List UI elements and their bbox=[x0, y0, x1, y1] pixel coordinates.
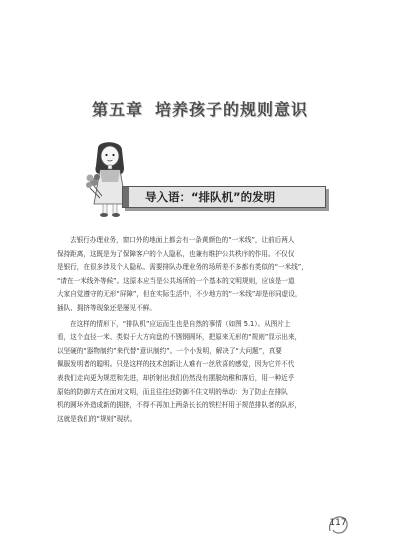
page-number-text: 117 bbox=[329, 518, 347, 528]
body-line: 大家自觉遵守的无形“屏障”，但在实际生活中，不少地方的“一米线”却是形同虚设， bbox=[57, 290, 302, 299]
body-text bbox=[57, 234, 347, 426]
chapter-title: 培养孩子的规则意识 bbox=[155, 100, 309, 119]
intro-heading: 导入语：“排队机”的发明 bbox=[145, 190, 276, 204]
body-line: 看，这个直径一米、类似于大方向盘的不锈钢圆环，把原来无形的“规则”显示出来， bbox=[57, 333, 302, 342]
body-line: 表我们走向更为规范和先进，却折射出我们仍然没有摆脱幼稚和落后，用一种近乎 bbox=[57, 373, 295, 382]
body-line: “请在一米线外等候”。这原本应当是公共场所的一个基本的文明规则，应该是一道 bbox=[57, 276, 295, 285]
body-line: 机的圆环外造成新的拥挤，不得不再加上两条长长的铁栏杆用于规范排队者的队形， bbox=[57, 401, 301, 410]
body-line: 插队、拥挤等现象还是屡见不鲜。 bbox=[57, 303, 156, 312]
body-line: 以坚硬的“器物制约”来代替“意识制约”。一个小发明，解决了“大问题”，真要 bbox=[57, 346, 282, 355]
body-line: 在这样的情形下，“排队机”应运而生也是自然的事情（如图 5.1）。从图片上 bbox=[70, 319, 291, 328]
body-line: 保持距离，这既是为了保障客户的个人隐私，也兼有维护公共秩序的作用。不仅仅 bbox=[57, 249, 295, 258]
body-line: 这就是我们的“规则”现状。 bbox=[57, 414, 137, 423]
body-line: 原始的防御方式在面对文明，而且往往还防御不住文明的举动：为了防止在排队 bbox=[57, 387, 288, 396]
intro-banner bbox=[122, 186, 326, 208]
chapter-heading bbox=[0, 97, 400, 120]
body-line: 是银行，在很多涉及个人隐私、需要排队办理业务的场所差不多都有类似的“一米线”， bbox=[57, 263, 308, 272]
page-number bbox=[326, 513, 350, 537]
body-line: 去银行办理业务，窗口外的地面上都会有一条黄颜色的“一米线”，让前后两人 bbox=[70, 236, 295, 244]
chapter-number: 第五章 bbox=[91, 100, 143, 119]
body-line: 佩服发明者的聪明。只是这样的技术创新让人难有一丝欣喜的感觉，因为它并不代 bbox=[57, 360, 295, 369]
